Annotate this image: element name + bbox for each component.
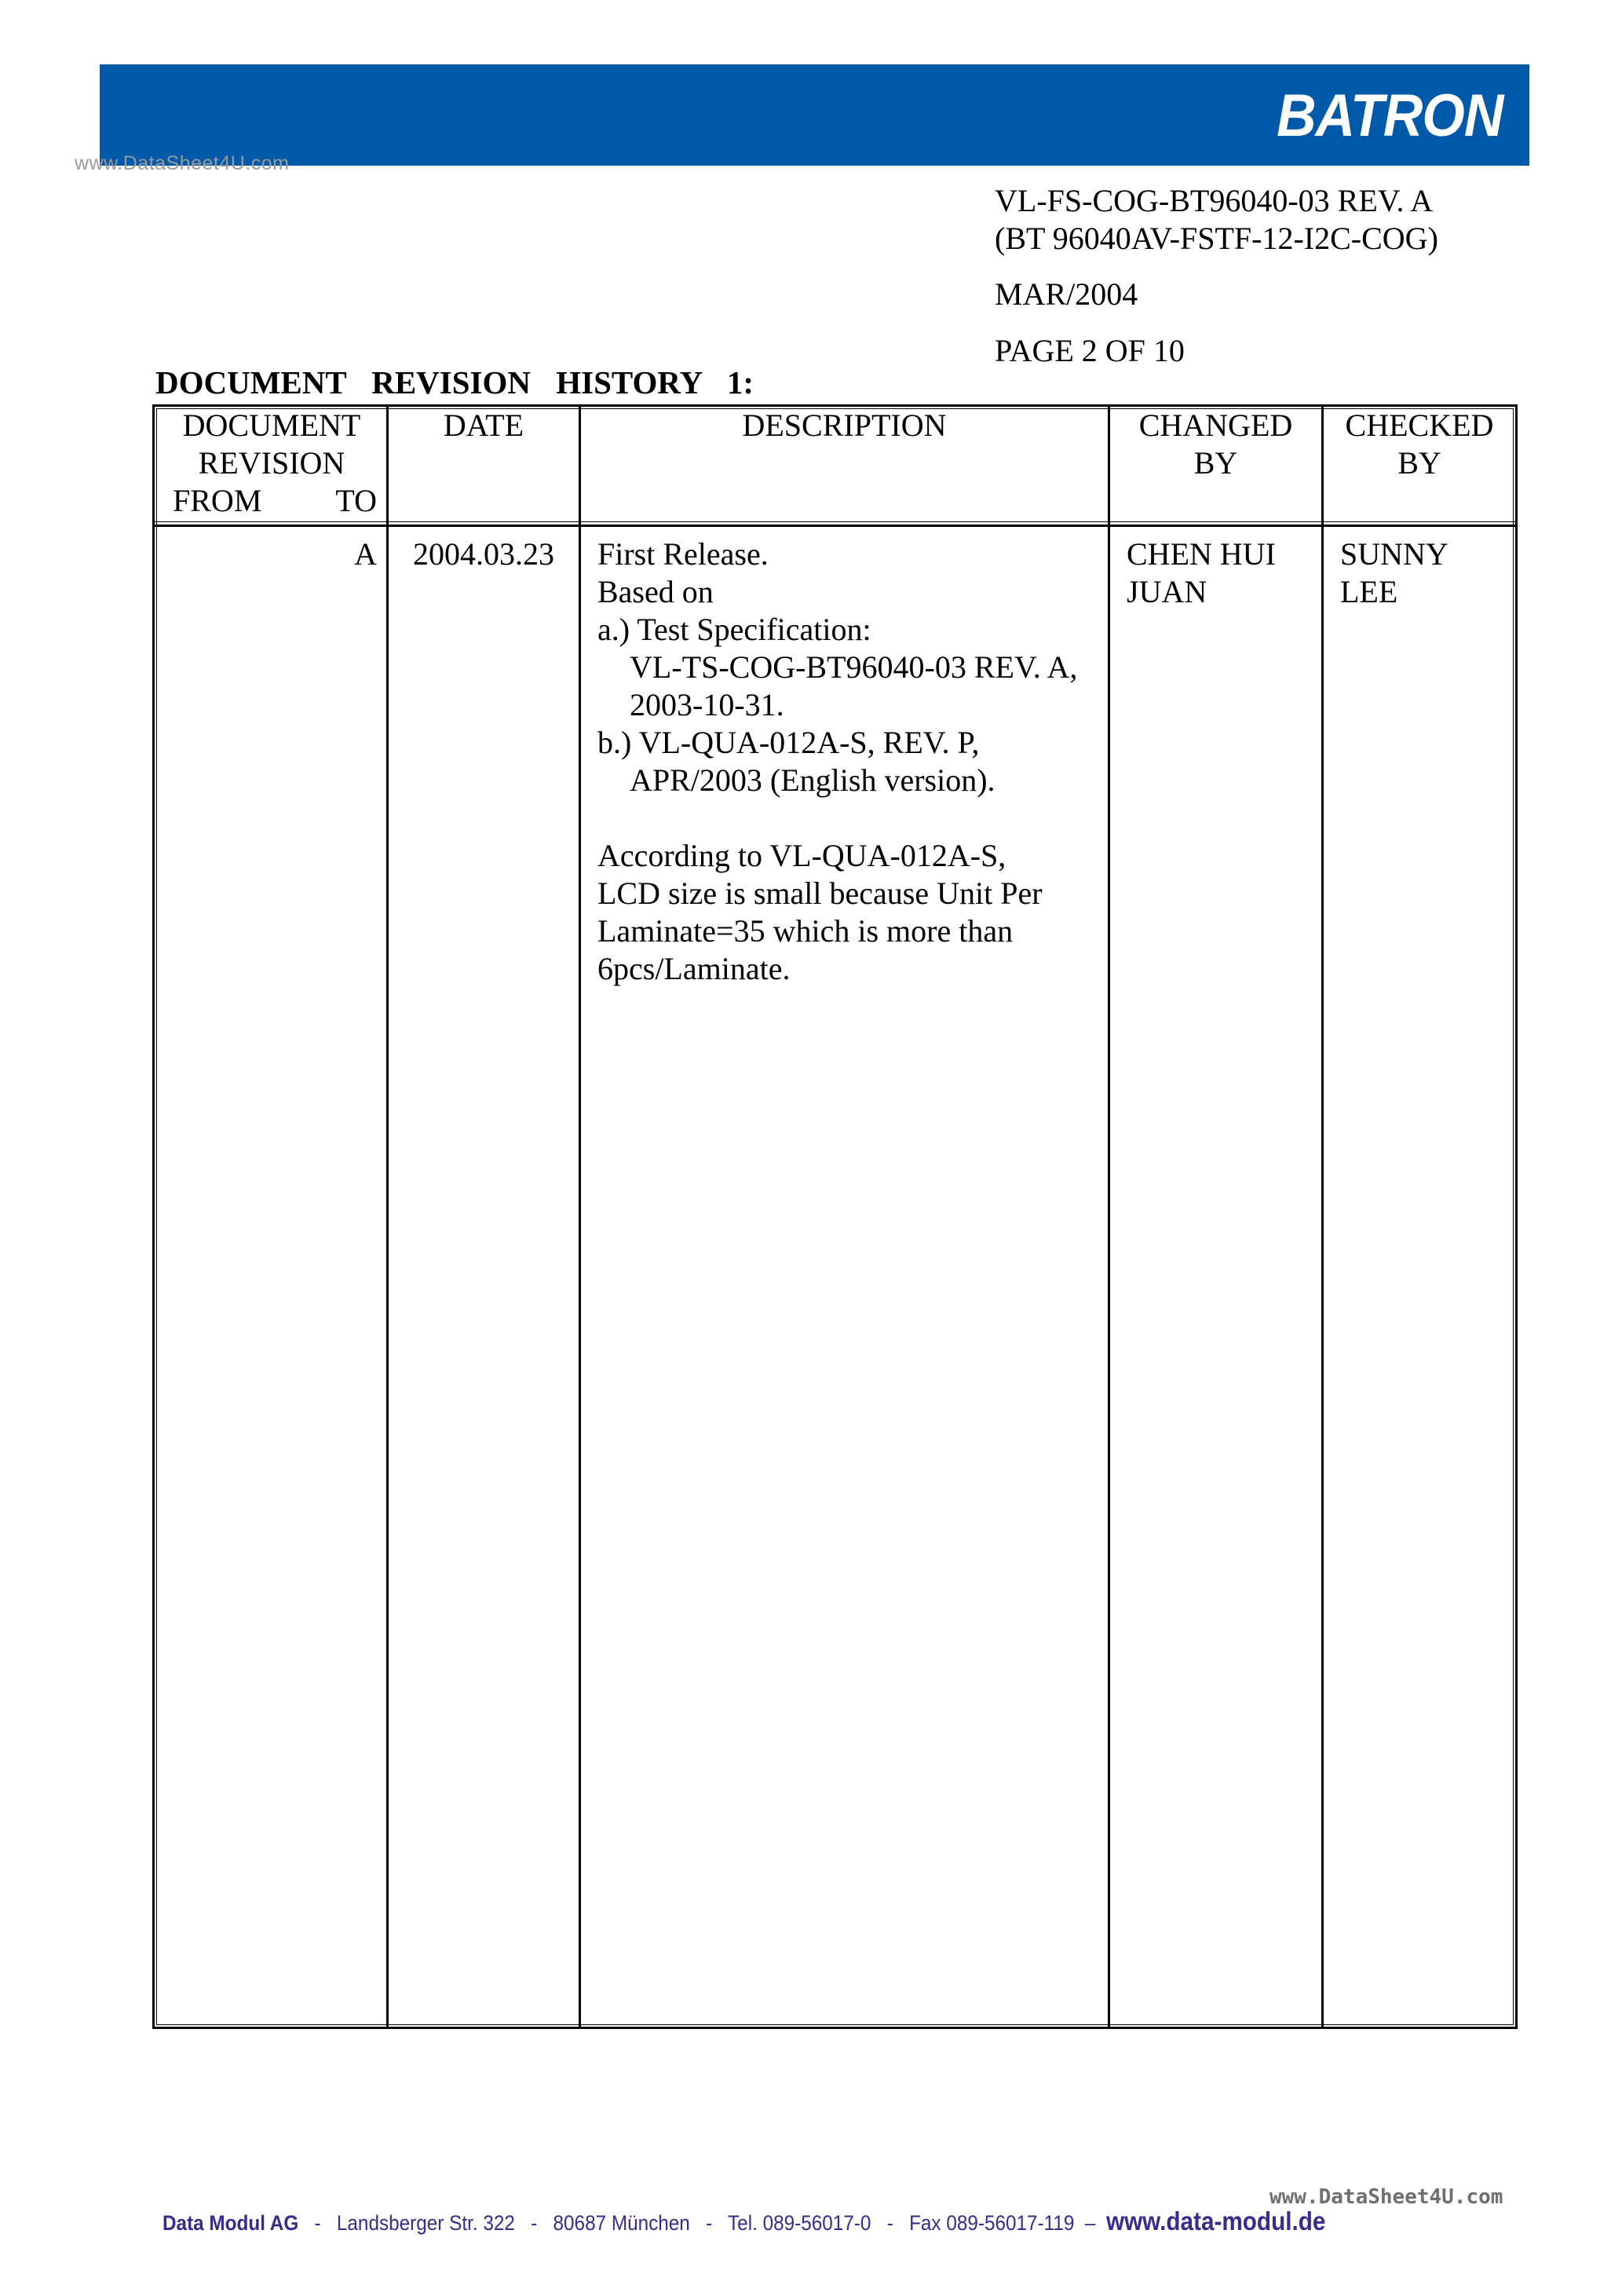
column-divider [1321,407,1324,2027]
header-checked-line2: BY [1397,445,1441,481]
header-revision-line2: REVISION [198,445,345,481]
checked-by-line: LEE [1340,574,1398,609]
doc-number: VL-FS-COG-BT96040-03 REV. A [995,183,1434,218]
row-checked-by [1340,536,1513,611]
desc-line: LCD size is small because Unit Per [597,876,1043,911]
desc-line: 6pcs/Laminate. [597,951,791,986]
header-description: DESCRIPTION [742,408,947,443]
row-to: A [354,536,377,572]
desc-line: b.) VL-QUA-012A-S, REV. P, [597,725,980,760]
desc-line: APR/2003 (English version). [630,762,995,798]
page-number: PAGE 2 OF 10 [995,333,1185,368]
footer-tel: Tel. 089-56017-0 [728,2211,871,2235]
changed-by-line: JUAN [1127,574,1207,609]
desc-blank-line [597,799,1100,837]
header-from-to [157,482,386,520]
footer-separator: - [314,2211,321,2235]
revision-history-table [152,404,1518,2029]
column-divider [579,407,581,2027]
header-date: DATE [443,408,524,443]
row-description [597,536,1100,988]
row-revision [157,536,386,573]
footer-company: Data Modul AG [163,2211,299,2235]
footer-website-link[interactable]: www.data-modul.de [1105,2206,1326,2236]
section-title: DOCUMENT REVISION HISTORY 1: [155,364,754,400]
header-divider-thin [155,521,1515,522]
footer-separator: - [886,2211,893,2235]
part-number: (BT 96040AV-FSTF-12-I2C-COG) [995,221,1438,256]
column-divider [1108,407,1110,2027]
row-changed-by [1127,536,1315,611]
batron-logo: BATRON [1276,82,1503,149]
document-info [995,182,1438,370]
footer-separator: - [706,2211,713,2235]
footer-dash: – [1084,2211,1096,2235]
checked-by-line: SUNNY [1340,536,1448,572]
header-revision [157,407,386,520]
header-divider-thick [155,525,1515,527]
header-from: FROM [173,483,262,518]
header-changed-line2: BY [1193,445,1238,481]
doc-date: MAR/2004 [995,276,1138,312]
desc-line: According to VL-QUA-012A-S, [597,838,1006,873]
changed-by-line: CHEN HUI [1127,536,1276,572]
header-banner [100,64,1529,166]
header-changed-line1: CHANGED [1138,408,1293,443]
row-from-to [157,536,386,573]
header-checked-line1: CHECKED [1345,408,1494,443]
header-changed-by [1110,407,1321,482]
desc-line: Laminate=35 which is more than [597,913,1014,949]
desc-line: First Release. [597,536,769,572]
watermark-bottom: www.DataSheet4U.com [1269,2185,1503,2209]
desc-line: a.) Test Specification: [597,612,871,647]
desc-line: VL-TS-COG-BT96040-03 REV. A, [630,649,1078,685]
watermark-top: www.DataSheet4U.com [75,152,290,174]
header-to: TO [335,483,377,518]
column-divider [386,407,389,2027]
desc-line: Based on [597,574,714,609]
desc-line: 2003-10-31. [630,687,784,722]
footer [163,2208,1325,2236]
header-checked-by [1324,407,1515,482]
footer-street: Landsberger Str. 322 [336,2211,515,2235]
header-revision-line1: DOCUMENT [182,408,361,443]
footer-fax: Fax 089-56017-119 [909,2211,1075,2235]
footer-city: 80687 München [553,2211,690,2235]
footer-separator: - [531,2211,538,2235]
row-date: 2004.03.23 [413,536,554,572]
